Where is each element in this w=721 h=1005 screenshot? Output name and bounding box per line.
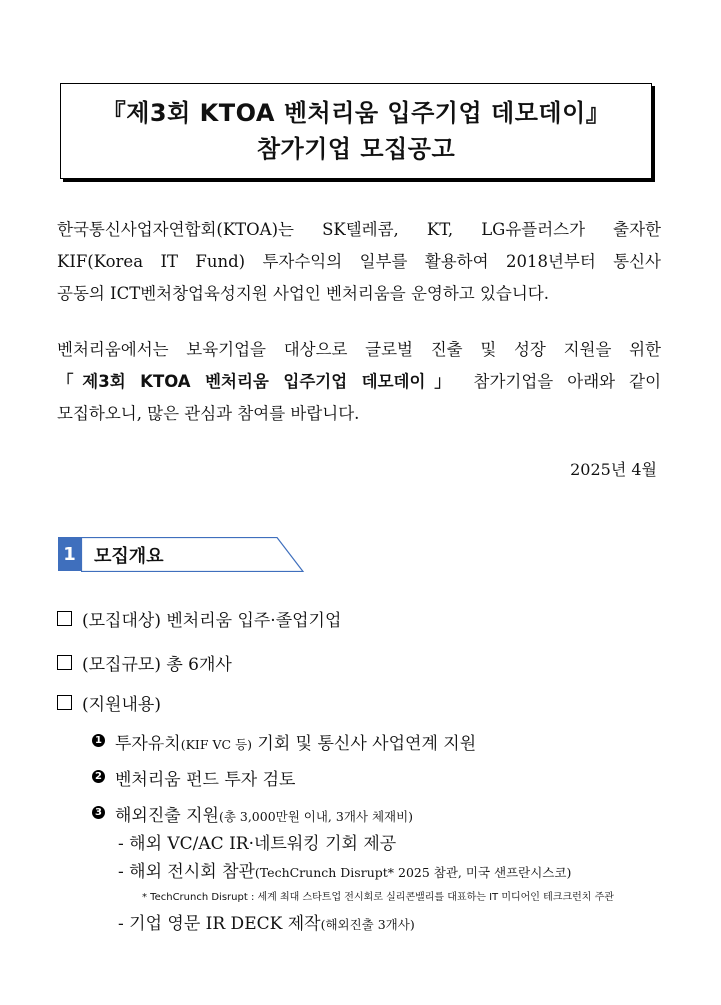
item-label: (지원내용) xyxy=(82,695,161,715)
detail-note: (TechCrunch Disrupt* 2025 참관, 미국 샌프란시스코) xyxy=(254,865,572,880)
number-3-icon: 3 xyxy=(92,806,105,819)
detail-note: (해외진출 3개사) xyxy=(320,917,415,932)
detail-item xyxy=(118,857,571,882)
intro-paragraph-2 xyxy=(57,334,661,430)
intro-line: 벤처리움에서는 보육기업을 대상으로 글로벌 진출 및 성장 지원을 위한 xyxy=(57,340,661,359)
support-item xyxy=(92,801,413,826)
support-text-2: 기회 및 통신사 사업연계 지원 xyxy=(252,734,477,754)
detail-item xyxy=(118,909,415,934)
title-box xyxy=(60,83,652,179)
intro-line: KIF(Korea IT Fund) 투자수익의 일부를 활용하여 2018년부터 통신사 xyxy=(57,252,661,271)
support-item xyxy=(92,729,476,754)
support-item xyxy=(92,765,295,790)
intro-line: 모집하오니, 많은 관심과 참여를 바랍니다. xyxy=(57,404,360,423)
support-text: 벤처리움 펀드 투자 검토 xyxy=(115,770,296,790)
support-note: (KIF VC 등) xyxy=(180,737,253,752)
item-label: (모집대상) 벤처리움 입주·졸업기업 xyxy=(82,611,342,631)
section-number: 1 xyxy=(58,537,81,571)
intro-line: 한국통신사업자연합회(KTOA)는 SK텔레콤, KT, LG유플러스가 출자한 xyxy=(57,220,661,239)
checkbox-square-icon xyxy=(57,611,72,626)
event-name: 「제3회 KTOA 벤처리움 입주기업 데모데이」 xyxy=(57,372,460,391)
intro-paragraph-1 xyxy=(57,214,661,310)
intro-line: 공동의 ICT벤처창업육성지원 사업인 벤처리움을 운영하고 있습니다. xyxy=(57,284,549,303)
support-text: 해외진출 지원 xyxy=(115,806,219,826)
list-item xyxy=(57,690,161,715)
list-item xyxy=(57,650,232,675)
intro-line-rest: 참가기업을 아래와 같이 xyxy=(459,372,662,391)
title-line-2: 참가기업 모집공고 xyxy=(256,135,456,163)
checkbox-square-icon xyxy=(57,655,72,670)
detail-item xyxy=(118,829,396,854)
detail-text: - 기업 영문 IR DECK 제작 xyxy=(118,914,321,934)
item-label: (모집규모) 총 6개사 xyxy=(82,655,232,675)
support-text: 투자유치 xyxy=(115,734,181,754)
title-line-1: 『제3회 KTOA 벤처리움 입주기업 데모데이』 xyxy=(101,99,611,127)
intro-line xyxy=(57,366,661,398)
list-item xyxy=(57,606,341,631)
detail-text: - 해외 전시회 참관 xyxy=(118,862,255,882)
section-header xyxy=(58,537,304,571)
checkbox-square-icon xyxy=(57,695,72,710)
footnote: * TechCrunch Disrupt : 세계 최대 스타트업 전시회로 실리콘밸리를 대표하는 IT 미디어인 테크크런치 주관 xyxy=(142,892,614,903)
detail-text: - 해외 VC/AC IR·네트워킹 기회 제공 xyxy=(118,834,397,854)
announcement-date: 2025년 4월 xyxy=(570,460,657,479)
support-note: (총 3,000만원 이내, 3개사 체재비) xyxy=(218,809,414,824)
section-title: 모집개요 xyxy=(94,546,164,567)
number-1-icon: 1 xyxy=(92,734,105,747)
number-2-icon: 2 xyxy=(92,770,105,783)
